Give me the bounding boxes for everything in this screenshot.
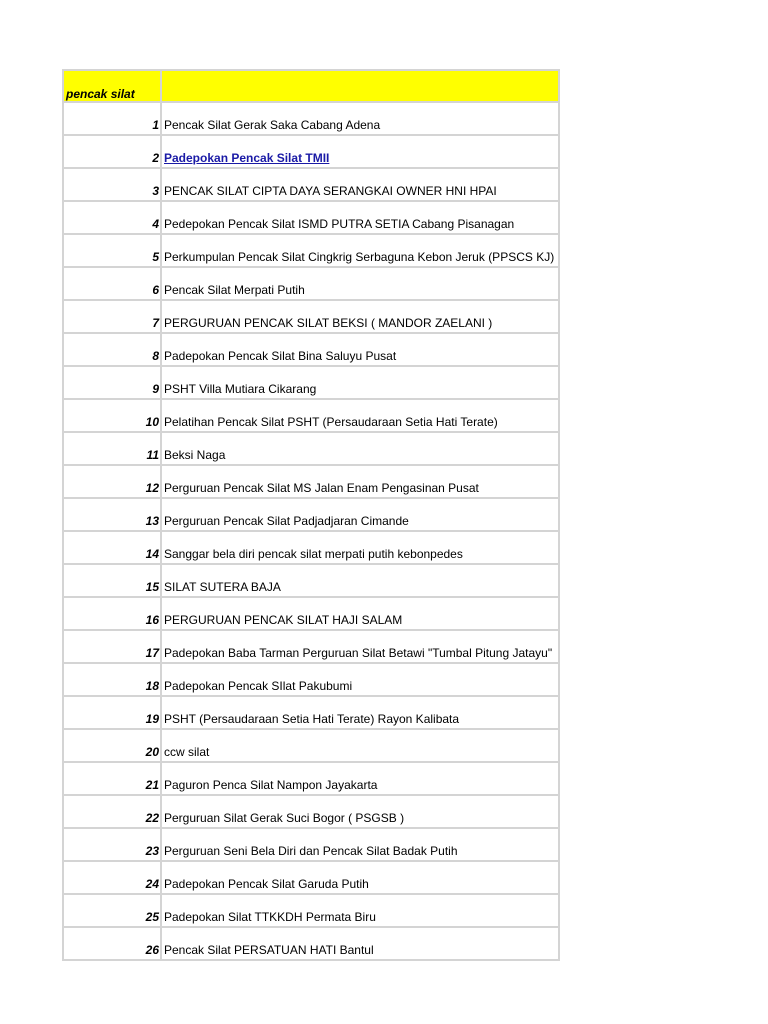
row-name-cell: PSHT Villa Mutiara Cikarang xyxy=(161,366,559,399)
row-number-cell: 17 xyxy=(63,630,161,663)
table-row xyxy=(63,729,559,762)
row-name-cell: Pedepokan Pencak Silat ISMD PUTRA SETIA Cabang Pisanagan xyxy=(161,201,559,234)
row-name-cell: Perguruan Seni Bela Diri dan Pencak Silat Badak Putih xyxy=(161,828,559,861)
table-row xyxy=(63,630,559,663)
row-name-cell: SILAT SUTERA BAJA xyxy=(161,564,559,597)
row-number-cell: 13 xyxy=(63,498,161,531)
row-number-cell: 7 xyxy=(63,300,161,333)
row-name-cell: Padepokan Baba Tarman Perguruan Silat Betawi "Tumbal Pitung Jatayu" xyxy=(161,630,559,663)
table-row xyxy=(63,399,559,432)
row-number-cell: 22 xyxy=(63,795,161,828)
table-row xyxy=(63,366,559,399)
row-number-cell: 20 xyxy=(63,729,161,762)
table-row xyxy=(63,663,559,696)
table-row xyxy=(63,828,559,861)
row-name-cell: Padepokan Pencak Silat Garuda Putih xyxy=(161,861,559,894)
table-row xyxy=(63,465,559,498)
row-name-cell: Beksi Naga xyxy=(161,432,559,465)
row-name-cell: Padepokan Pencak SIlat Pakubumi xyxy=(161,663,559,696)
row-number-cell: 2 xyxy=(63,135,161,168)
row-number-cell: 3 xyxy=(63,168,161,201)
row-number-cell: 1 xyxy=(63,102,161,135)
spreadsheet-table xyxy=(62,69,560,961)
table-row xyxy=(63,432,559,465)
row-name-cell: Padepokan Silat TTKKDH Permata Biru xyxy=(161,894,559,927)
spreadsheet-body xyxy=(63,70,559,960)
row-number-cell: 16 xyxy=(63,597,161,630)
row-name-cell: Perguruan Silat Gerak Suci Bogor ( PSGSB ) xyxy=(161,795,559,828)
row-number-cell: 18 xyxy=(63,663,161,696)
row-number-cell: 21 xyxy=(63,762,161,795)
row-number-cell: 4 xyxy=(63,201,161,234)
row-name-cell: Pelatihan Pencak Silat PSHT (Persaudaraan Setia Hati Terate) xyxy=(161,399,559,432)
row-number-cell: 8 xyxy=(63,333,161,366)
row-name-cell: PERGURUAN PENCAK SILAT HAJI SALAM xyxy=(161,597,559,630)
row-name-cell: Perkumpulan Pencak Silat Cingkrig Serbaguna Kebon Jeruk (PPSCS KJ) xyxy=(161,234,559,267)
row-name-cell: ccw silat xyxy=(161,729,559,762)
row-number-cell: 23 xyxy=(63,828,161,861)
row-name-cell: Pencak Silat PERSATUAN HATI Bantul xyxy=(161,927,559,960)
table-row xyxy=(63,333,559,366)
row-number-cell: 19 xyxy=(63,696,161,729)
header-empty-cell xyxy=(161,70,559,102)
row-number-cell: 6 xyxy=(63,267,161,300)
table-row xyxy=(63,168,559,201)
table-row xyxy=(63,927,559,960)
table-row xyxy=(63,135,559,168)
row-name-cell: Perguruan Pencak Silat Padjadjaran Cimande xyxy=(161,498,559,531)
row-number-cell: 26 xyxy=(63,927,161,960)
table-row xyxy=(63,597,559,630)
row-name-cell: Padepokan Pencak Silat Bina Saluyu Pusat xyxy=(161,333,559,366)
table-row xyxy=(63,234,559,267)
table-row xyxy=(63,102,559,135)
row-name-cell: Sanggar bela diri pencak silat merpati putih kebonpedes xyxy=(161,531,559,564)
table-row xyxy=(63,861,559,894)
row-name-cell: Perguruan Pencak Silat MS Jalan Enam Pengasinan Pusat xyxy=(161,465,559,498)
table-row xyxy=(63,201,559,234)
row-number-cell: 24 xyxy=(63,861,161,894)
row-number-cell: 25 xyxy=(63,894,161,927)
row-name-cell: PENCAK SILAT CIPTA DAYA SERANGKAI OWNER HNI HPAI xyxy=(161,168,559,201)
row-number-cell: 14 xyxy=(63,531,161,564)
table-row xyxy=(63,498,559,531)
row-name-cell xyxy=(161,135,559,168)
row-number-cell: 9 xyxy=(63,366,161,399)
row-number-cell: 15 xyxy=(63,564,161,597)
table-row xyxy=(63,531,559,564)
header-row xyxy=(63,70,559,102)
row-name-link[interactable]: Padepokan Pencak Silat TMII xyxy=(164,151,330,165)
row-name-cell: PERGURUAN PENCAK SILAT BEKSI ( MANDOR ZAELANI ) xyxy=(161,300,559,333)
table-row xyxy=(63,300,559,333)
row-name-cell: Pencak Silat Gerak Saka Cabang Adena xyxy=(161,102,559,135)
table-row xyxy=(63,696,559,729)
row-name-cell: Paguron Penca Silat Nampon Jayakarta xyxy=(161,762,559,795)
row-name-cell: Pencak Silat Merpati Putih xyxy=(161,267,559,300)
table-row xyxy=(63,762,559,795)
header-label-cell: pencak silat xyxy=(63,70,161,102)
table-row xyxy=(63,795,559,828)
table-row xyxy=(63,564,559,597)
row-number-cell: 5 xyxy=(63,234,161,267)
table-row xyxy=(63,894,559,927)
row-number-cell: 11 xyxy=(63,432,161,465)
table-row xyxy=(63,267,559,300)
row-name-cell: PSHT (Persaudaraan Setia Hati Terate) Rayon Kalibata xyxy=(161,696,559,729)
row-number-cell: 12 xyxy=(63,465,161,498)
row-number-cell: 10 xyxy=(63,399,161,432)
